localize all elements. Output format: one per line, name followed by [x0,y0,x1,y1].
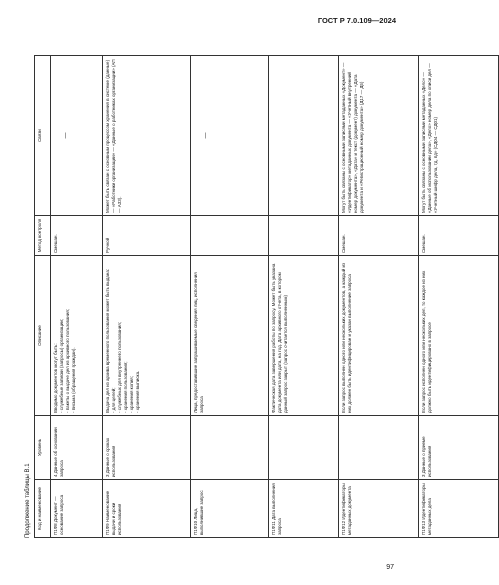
cell-description [339,256,419,416]
cell-description [269,256,339,416]
column-header-relations: Связи [35,56,51,216]
cell-relations [191,56,269,216]
cell-level: 3 Данные о приеме использования [419,416,499,480]
cell-level [339,416,419,480]
cell-code: П1Ф8 Документ — основание запроса [51,480,103,538]
continuation-table [34,55,499,538]
column-header-description: Описание [35,256,51,416]
rotated-table-area [22,56,438,538]
table-caption: Продолжение таблицы В.1 [25,463,31,538]
cell-code: П1Ф10 Лица, выполнившие запрос [191,480,269,538]
cell-relations: Могут быть связаны с основными записями метаданных «Дело» — «Данные об использовании дела», «Дело» номер дела по описи дел — «Учетный шифр дела, тд, пд» (СД04 — СД01) [419,56,499,216]
cell-description [419,256,499,416]
cell-code: П1Ф11 Дата выполнения запроса [269,480,339,538]
cell-method: Смешан. [51,216,103,256]
description-line: Если запрос исполнен одного или нескольких дел, то каждое из них должно быть идентифицировано в запросе [420,270,432,413]
cell-description [103,256,191,416]
column-header-level: Уровень [35,416,51,480]
description-line: - служебных для внутреннего пользования; [116,322,122,413]
cell-method: Смешан. [339,216,419,256]
description-line: Лица, предоставившие запрашиваемые сведения лиц, исполнения запроса [192,272,204,413]
cell-method [191,216,269,256]
column-header-code: Код и наименование [35,480,51,538]
cell-method: Смешан. [419,216,499,256]
description-line: - для целей; [110,387,116,413]
table-row [191,56,269,538]
cell-relations [51,56,103,216]
table-row [339,56,419,538]
description-line: - письма (обращения граждан). [70,347,76,413]
cell-method: Ручной [103,216,191,256]
cell-code: П1Ф13 Идентификаторы метаданных дела [419,480,499,538]
table-header-row [35,56,51,538]
table-row [103,56,191,538]
description-line: - хранения пользования; [122,361,128,413]
cell-level [269,416,339,480]
cell-relations [269,56,339,216]
description-line: - хранения копия; [128,376,134,413]
description-line: Вводимо документов могут быть: [52,343,58,413]
standard-header: ГОСТ Р 7.0.109—2024 [317,16,396,25]
table-row [269,56,339,538]
page-number: 97 [386,564,394,571]
cell-level: 4 Данные об основании запроса [51,416,103,480]
cell-code: П1Ф12 Идентификаторы метаданных документа [339,480,419,538]
column-header-method: Метод контроля [35,216,51,256]
cell-code: П1Ф9 Наименование выдачи и сроки использования [103,480,191,538]
cell-description [51,256,103,416]
relations-dash: — [62,132,69,139]
table-row [419,56,499,538]
description-line: - служебные записки (запросы) организации; [58,318,64,413]
cell-method [269,216,339,256]
description-line: - хранения выписка. [134,370,140,413]
cell-relations: Может быть связан с основным процессом хранения в системе (данные) — «Работники организации» — «Данные о работниках организации» (АП — А33). [103,56,191,216]
description-line: Фактическая дата завершения работы по запросу. Может быть указана дата документа или дата, на год. Дата архивного отчета, в котором данный запрос закрыт (запрос считается выполненным) [270,263,288,413]
relations-dash: — [202,132,209,139]
description-line: - пакеты о выдаче дел из архивного пользования; [64,308,70,413]
cell-level [191,416,269,480]
cell-level: 3 Данные о сроках использования [103,416,191,480]
description-line: Выдача дел из архива временного пользования может быть выдана: [104,268,110,413]
cell-description [191,256,269,416]
table-row [51,56,103,538]
cell-relations: Могут быть связаны с основными записями метаданных «Документ» — «Идентификатор» метаданных документа — «Учетный внутренний номер документа», «Дата» и текст (документ) документа — «Дата документа и «Регистрационный номер документа» (Д17 — Д5) [339,56,419,216]
description-line: Если запрос выполнен одного или нескольких документов, а каждый из них должен быть идентифицирован и указан выполнение запроса [340,262,352,413]
